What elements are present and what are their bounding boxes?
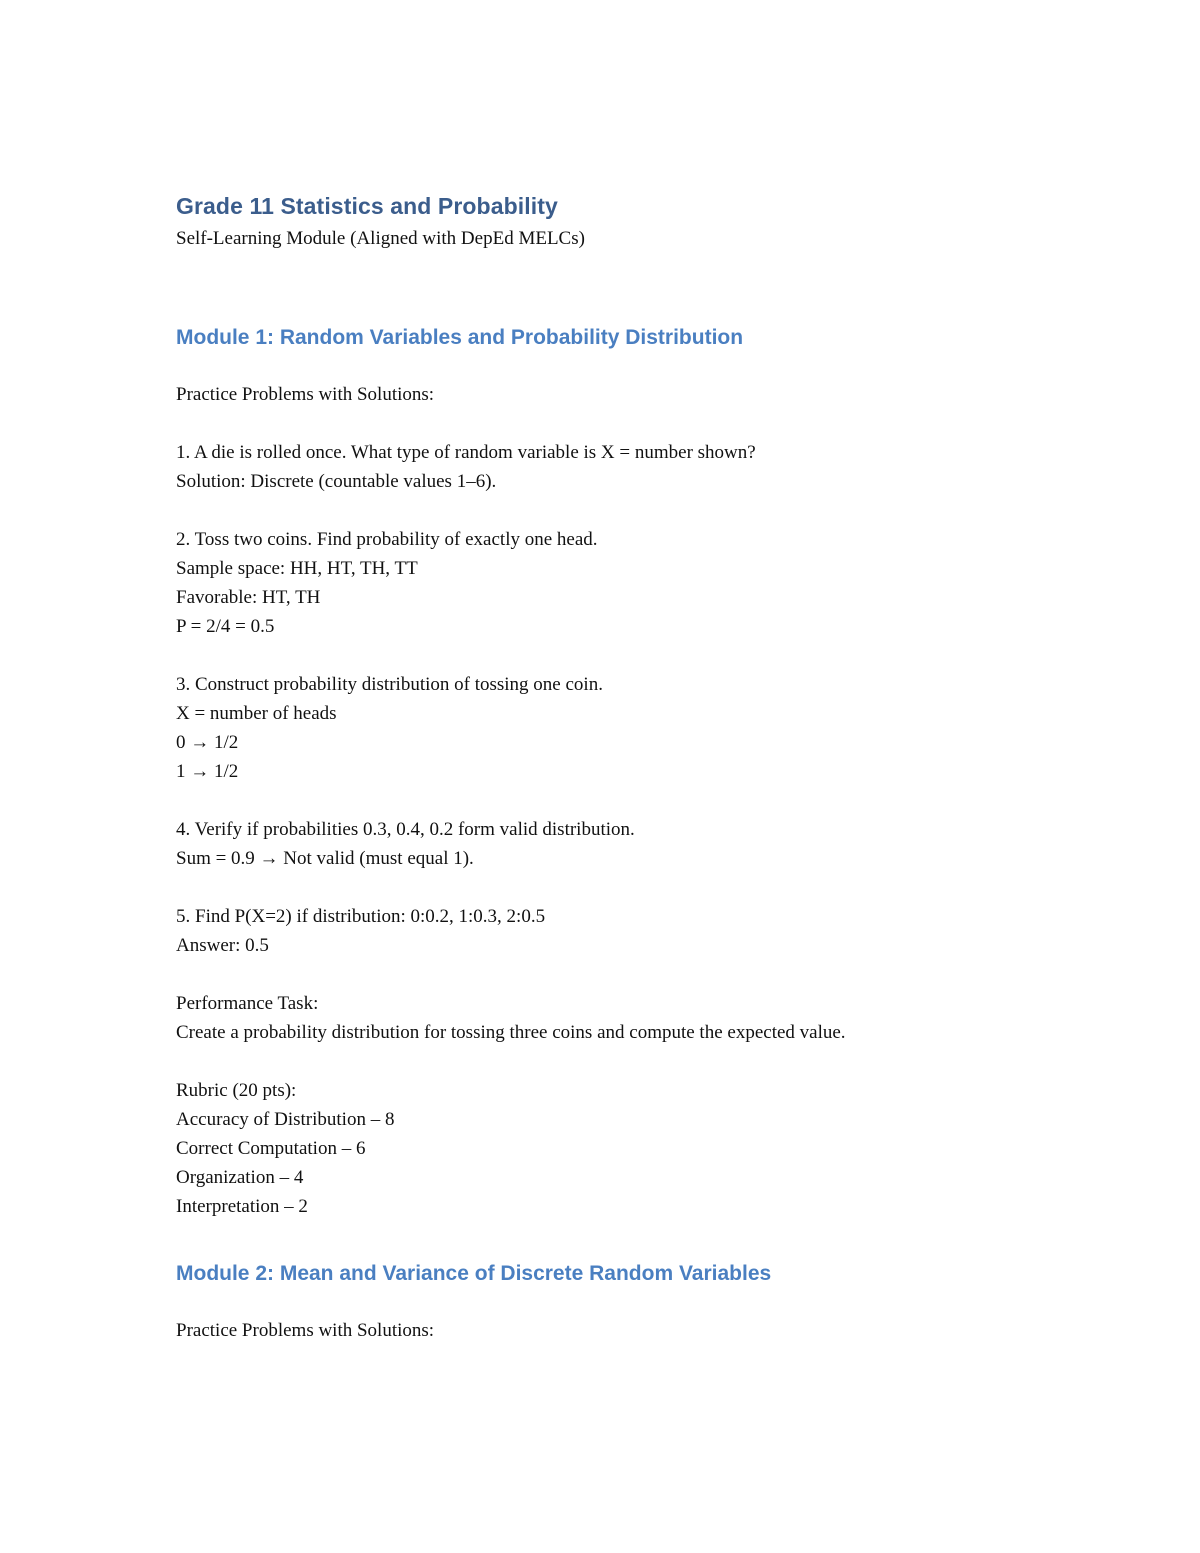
rubric-item: Organization – 4 — [176, 1167, 304, 1188]
problem-5-question: 5. Find P(X=2) if distribution: 0:0.2, 1:0.3, 2:0.5 — [176, 906, 546, 927]
document-body — [176, 188, 1076, 1345]
rubric-label: Rubric (20 pts): — [176, 1080, 297, 1101]
problem-1 — [176, 438, 1076, 496]
problem-2 — [176, 525, 1076, 641]
problem-1-question: 1. A die is rolled once. What type of random variable is X = number shown? — [176, 442, 756, 463]
rubric-item: Accuracy of Distribution – 8 — [176, 1109, 395, 1130]
problem-5-answer: Answer: 0.5 — [176, 935, 269, 956]
problem-2-answer: P = 2/4 = 0.5 — [176, 616, 275, 637]
problem-2-favorable: Favorable: HT, TH — [176, 587, 321, 608]
module-2-practice-label: Practice Problems with Solutions: — [176, 1320, 435, 1341]
performance-task-label: Performance Task: — [176, 993, 319, 1014]
problem-3 — [176, 670, 1076, 786]
problem-3-question: 3. Construct probability distribution of tossing one coin. — [176, 674, 603, 695]
problem-4-answer: Sum = 0.9 → Not valid (must equal 1). — [176, 848, 474, 869]
problem-3-value-0: 0 → 1/2 — [176, 732, 239, 753]
problem-1-solution: Solution: Discrete (countable values 1–6). — [176, 471, 497, 492]
module-1-practice-label: Practice Problems with Solutions: — [176, 384, 435, 405]
problem-2-sample-space: Sample space: HH, HT, TH, TT — [176, 558, 418, 579]
problem-3-value-1: 1 → 1/2 — [176, 761, 239, 782]
problem-2-question: 2. Toss two coins. Find probability of exactly one head. — [176, 529, 598, 550]
performance-task — [176, 989, 1076, 1047]
performance-task-text: Create a probability distribution for tossing three coins and compute the expected value. — [176, 1022, 846, 1043]
document-title: Grade 11 Statistics and Probability — [176, 193, 558, 219]
problem-4 — [176, 815, 1076, 873]
rubric-item: Interpretation – 2 — [176, 1196, 308, 1217]
problem-5 — [176, 902, 1076, 960]
problem-3-definition: X = number of heads — [176, 703, 337, 724]
rubric — [176, 1076, 1076, 1221]
module-2-heading: Module 2: Mean and Variance of Discrete Random Variables — [176, 1262, 772, 1285]
rubric-item: Correct Computation – 6 — [176, 1138, 366, 1159]
document-subtitle: Self-Learning Module (Aligned with DepEd MELCs) — [176, 228, 585, 249]
module-1-heading: Module 1: Random Variables and Probability Distribution — [176, 326, 744, 349]
problem-4-question: 4. Verify if probabilities 0.3, 0.4, 0.2 form valid distribution. — [176, 819, 635, 840]
